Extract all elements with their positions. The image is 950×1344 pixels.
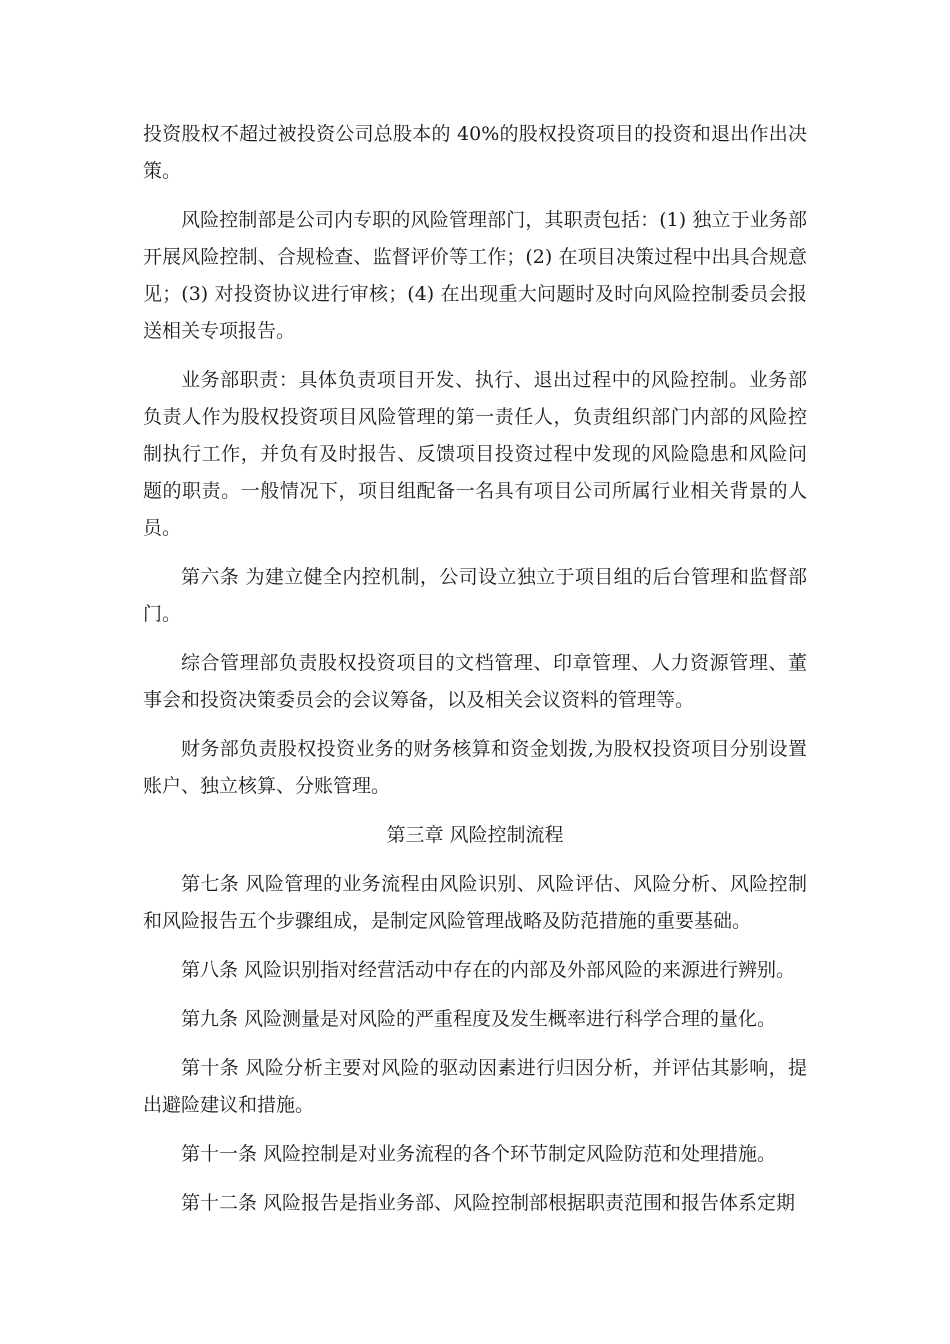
paragraph-article-9: 第九条 风险测量是对风险的严重程度及发生概率进行科学合理的量化。 (181, 1008, 777, 1030)
paragraph-article-11: 第十一条 风险控制是对业务流程的各个环节制定风险防范和处理措施。 (181, 1143, 777, 1165)
paragraph-article-12: 第十二条 风险报告是指业务部、风险控制部根据职责范围和报告体系定期 (181, 1192, 796, 1214)
chapter-heading: 第三章 风险控制流程 (386, 824, 564, 846)
paragraph-business-dept: 业务部职责：具体负责项目开发、执行、退出过程中的风险控制。业务部负责人作为股权投资项目风险管理的第一责任人，负责组织部门内部的风险控制执行工作，并负有及时报告、反馈项目投资过程中发现的风险隐患和风险问题的职责。一般情况下，项目组配备一名具有项目公司所属行业相关背景的人员。 (143, 369, 807, 539)
paragraph-article-6: 第六条 为建立健全内控机制，公司设立独立于项目组的后台管理和监督部门。 (143, 566, 807, 625)
paragraph-article-8: 第八条 风险识别指对经营活动中存在的内部及外部风险的来源进行辨别。 (181, 959, 796, 981)
paragraph-article-10: 第十条 风险分析主要对风险的驱动因素进行归因分析，并评估其影响，提出避险建议和措施。 (143, 1057, 807, 1116)
document-body (143, 116, 807, 1234)
paragraph-general-management: 综合管理部负责股权投资项目的文档管理、印章管理、人力资源管理、董事会和投资决策委员会的会议筹备，以及相关会议资料的管理等。 (143, 652, 807, 711)
paragraph-finance-dept: 财务部负责股权投资业务的财务核算和资金划拨,为股权投资项目分别设置账户、独立核算、分账管理。 (143, 738, 807, 797)
paragraph-article-7: 第七条 风险管理的业务流程由风险识别、风险评估、风险分析、风险控制和风险报告五个步骤组成，是制定风险管理战略及防范措施的重要基础。 (143, 873, 807, 932)
paragraph-investment-decision: 投资股权不超过被投资公司总股本的 40%的股权投资项目的投资和退出作出决策。 (143, 123, 807, 182)
paragraph-risk-control-dept: 风险控制部是公司内专职的风险管理部门，其职责包括：(1) 独立于业务部开展风险控制、合规检查、监督评价等工作；(2) 在项目决策过程中出具合规意见；(3) 对投资协议进行审核；(4) 在出现重大问题时及时向风险控制委员会报送相关专项报告。 (143, 209, 807, 342)
